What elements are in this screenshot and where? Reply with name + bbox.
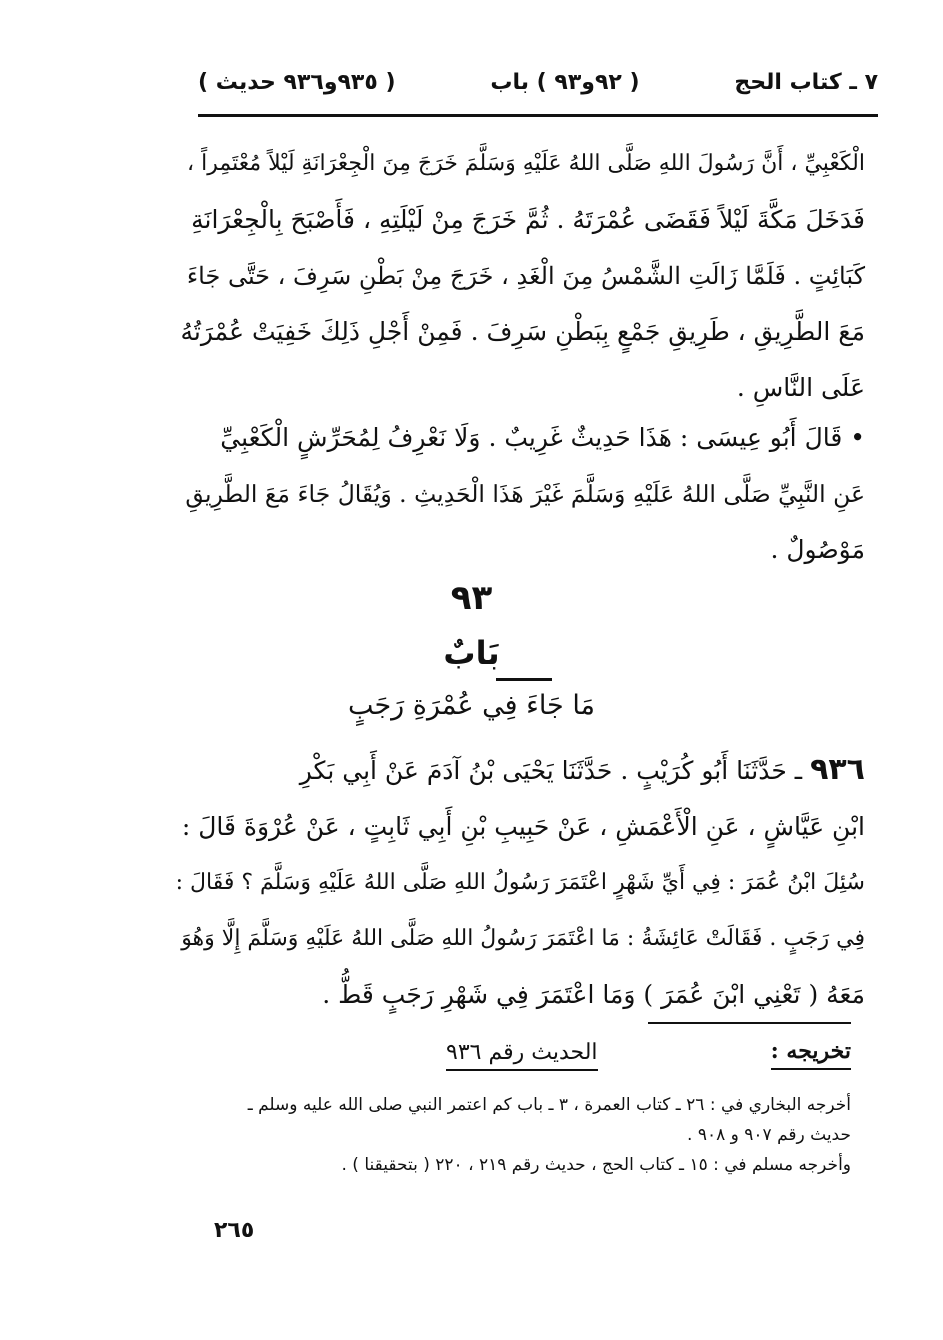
text-line: مَعَ الطَّرِيقِ ، طَرِيقِ جَمْعٍ بِبَطْنِ سَرِفَ . فَمِنْ أَجْلِ ذَلِكَ خَفِيَتْ عُمْرَتُهُ — [180, 317, 865, 346]
text-line: سُئِلَ ابْنُ عُمَرَ : فِي أَيِّ شَهْرٍ اعْتَمَرَ رَسُولُ اللهِ صَلَّى اللهُ عَلَيْهِ وَسَلَّمَ ؟ فَقَالَ : — [175, 870, 865, 895]
text-line: فَدَخَلَ مَكَّةَ لَيْلاً فَقَضَى عُمْرَتَهُ . ثُمَّ خَرَجَ مِنْ لَيْلَتِهِ ، فَأَصْبَحَ بِالْجِعْرَانَةِ — [191, 205, 865, 234]
paragraph-abu-isa-comment — [175, 410, 865, 578]
text-line: كَبَائِتٍ . فَلَمَّا زَالَتِ الشَّمْسُ مِنَ الْغَدِ ، خَرَجَ مِنْ بَطْنِ سَرِفَ ، حَتَّى جَاءَ — [186, 262, 865, 290]
text-line: الْكَعْبِيِّ ، أَنَّ رَسُولَ اللهِ صَلَّى اللهُ عَلَيْهِ وَسَلَّمَ خَرَجَ مِنَ الْجِعْرَانَةِ لَيْلاً مُعْتَمِراً ، — [187, 151, 865, 176]
chapter-heading: بَابٌ — [443, 634, 500, 672]
header-chapters: ( ٩٢و٩٣ ) باب — [490, 69, 640, 95]
text-line: ـ حَدَّثَنَا أَبُو كُرَيْبٍ . حَدَّثَنَا يَحْيَى بْنُ آدَمَ عَنْ أَبِي بَكْرِ — [299, 756, 803, 785]
chapter-heading-underline — [496, 678, 552, 681]
hadith-936 — [175, 742, 865, 1023]
chapter-title: مَا جَاءَ فِي عُمْرَةِ رَجَبٍ — [347, 690, 596, 721]
text-line: • قَالَ أَبُو عِيسَى : هَذَا حَدِيثٌ غَرِيبٌ . وَلَا نَعْرِفُ لِمُحَرِّشٍ الْكَعْبِيِّ — [220, 423, 865, 452]
header-hadith-range: ( ٩٣٥و٩٣٦ حديث ) — [198, 69, 396, 95]
text-line: ابْنِ عَيَّاشٍ ، عَنِ الْأَعْمَشِ ، عَنْ حَبِيبِ بْنِ أَبِي ثَابِتٍ ، عَنْ عُرْوَةَ قَالَ : — [181, 812, 865, 841]
header-rule — [198, 114, 878, 117]
text-line: مَعَهُ ( تَعْنِي ابْنَ عُمَرَ ) وَمَا اعْتَمَرَ فِي شَهْرِ رَجَبٍ قَطُّ . — [322, 980, 865, 1009]
footnote-hadith-reference: الحديث رقم ٩٣٦ — [446, 1040, 598, 1071]
chapter-number: ٩٣ — [450, 578, 493, 618]
footnote-line: حديث رقم ٩٠٧ و ٩٠٨ . — [687, 1125, 851, 1145]
page-number: ٢٦٥ — [214, 1218, 255, 1243]
footnote-separator — [648, 1022, 851, 1024]
footnote-line: وأخرجه مسلم في : ١٥ ـ كتاب الحج ، حديث رقم ٢١٩ ، ٢٢٠ ( بتحقيقنا ) . — [341, 1155, 851, 1175]
hadith-number: ٩٣٦ — [810, 752, 865, 787]
paragraph-continuation — [175, 136, 865, 416]
text-line: عَلَى النَّاسِ . — [736, 373, 865, 402]
running-header — [198, 62, 878, 102]
footnote-label: تخريجه : — [771, 1038, 851, 1070]
hadith-first-line — [175, 742, 865, 799]
footnote-line: أخرجه البخاري في : ٢٦ ـ كتاب العمرة ، ٣ ـ باب كم اعتمر النبي صلى الله عليه وسلم ـ — [247, 1095, 851, 1115]
text-line: فِي رَجَبٍ . فَقَالَتْ عَائِشَةُ : مَا اعْتَمَرَ رَسُولُ اللهِ صَلَّى اللهُ عَلَيْهِ وَسَلَّمَ إِلَّا وَهُوَ — [181, 926, 865, 951]
text-line: مَوْصُولٌ . — [770, 535, 865, 564]
header-book-title: ٧ ـ كتاب الحج — [734, 69, 878, 95]
footnote-text — [191, 1090, 851, 1180]
text-line: عَنِ النَّبِيِّ صَلَّى اللهُ عَلَيْهِ وَسَلَّمَ غَيْرَ هَذَا الْحَدِيثِ . وَيُقَالُ جَاءَ مَعَ الطَّرِيقِ — [185, 480, 865, 508]
